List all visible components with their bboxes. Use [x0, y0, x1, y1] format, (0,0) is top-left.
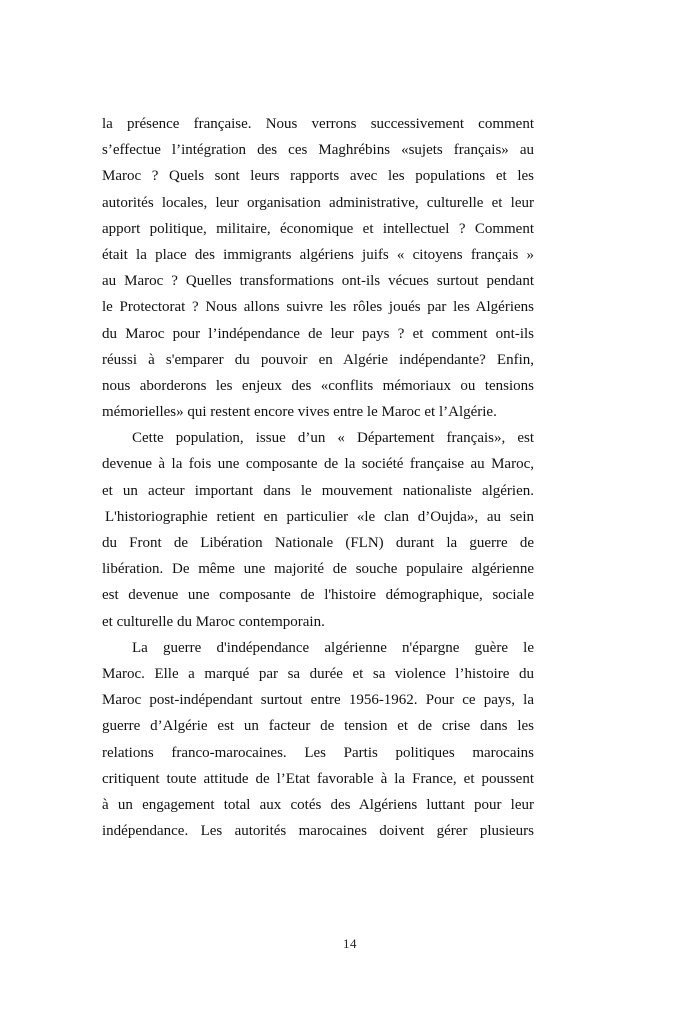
text-line: est devenue une composante de l'histoire démographique, sociale [102, 587, 534, 604]
text-line: et un acteur important dans le mouvement nationaliste algérien. [102, 482, 534, 499]
text-line: apport politique, militaire, économique et intellectuel ? Comment [102, 220, 534, 237]
text-line: était la place des immigrants algériens juifs « citoyens français » [102, 246, 534, 263]
page-number: 14 [343, 936, 357, 951]
paragraph-start-line: La guerre d'indépendance algérienne n'épargne guère le [132, 639, 534, 656]
text-line: Maroc ? Quels sont leurs rapports avec les populations et les [102, 168, 534, 185]
paragraph-end-line: et culturelle du Maroc contemporain. [102, 613, 325, 630]
text-line: indépendance. Les autorités marocaines doivent gérer plusieurs [102, 823, 534, 840]
text-line: le Protectorat ? Nous allons suivre les rôles joués par les Algériens [102, 299, 534, 316]
text-line: la présence française. Nous verrons successivement comment [102, 116, 534, 132]
text-line: nous aborderons les enjeux des «conflits mémoriaux ou tensions [102, 377, 534, 394]
text-line: du Maroc pour l’indépendance de leur pays ? et comment ont-ils [102, 325, 534, 342]
text-line: guerre d’Algérie est un facteur de tension et de crise dans les [102, 718, 534, 735]
text-line: réussi à s'emparer du pouvoir en Algérie indépendante? Enfin, [102, 351, 534, 368]
text-line: L'historiographie retient en particulier «le clan d’Oujda», au sein [105, 508, 534, 525]
text-line: autorités locales, leur organisation administrative, culturelle et leur [102, 194, 534, 211]
text-line: Maroc post-indépendant surtout entre 1956-1962. Pour ce pays, la [102, 692, 534, 709]
text-line: devenue à la fois une composante de la société française au Maroc, [102, 456, 534, 473]
text-line: critiquent toute attitude de l’Etat favorable à la France, et poussent [102, 770, 534, 787]
text-line: à un engagement total aux cotés des Algériens luttant pour leur [102, 796, 534, 813]
text-line: s’effectue l’intégration des ces Maghrébins «sujets français» au [102, 142, 534, 159]
text-line: libération. De même une majorité de souche populaire algérienne [102, 561, 534, 578]
text-line: du Front de Libération Nationale (FLN) durant la guerre de [102, 535, 534, 551]
body-text [102, 111, 534, 844]
text-line: au Maroc ? Quelles transformations ont-ils vécues surtout pendant [102, 273, 534, 290]
text-line: Maroc. Elle a marqué par sa durée et sa violence l’histoire du [102, 665, 534, 682]
paragraph-end-line: mémorielles» qui restent encore vives entre le Maroc et l’Algérie. [102, 404, 497, 421]
text-line: relations franco-marocaines. Les Partis politiques marocains [102, 744, 534, 761]
paragraph-start-line: Cette population, issue d’un « Département français», est [132, 430, 534, 447]
